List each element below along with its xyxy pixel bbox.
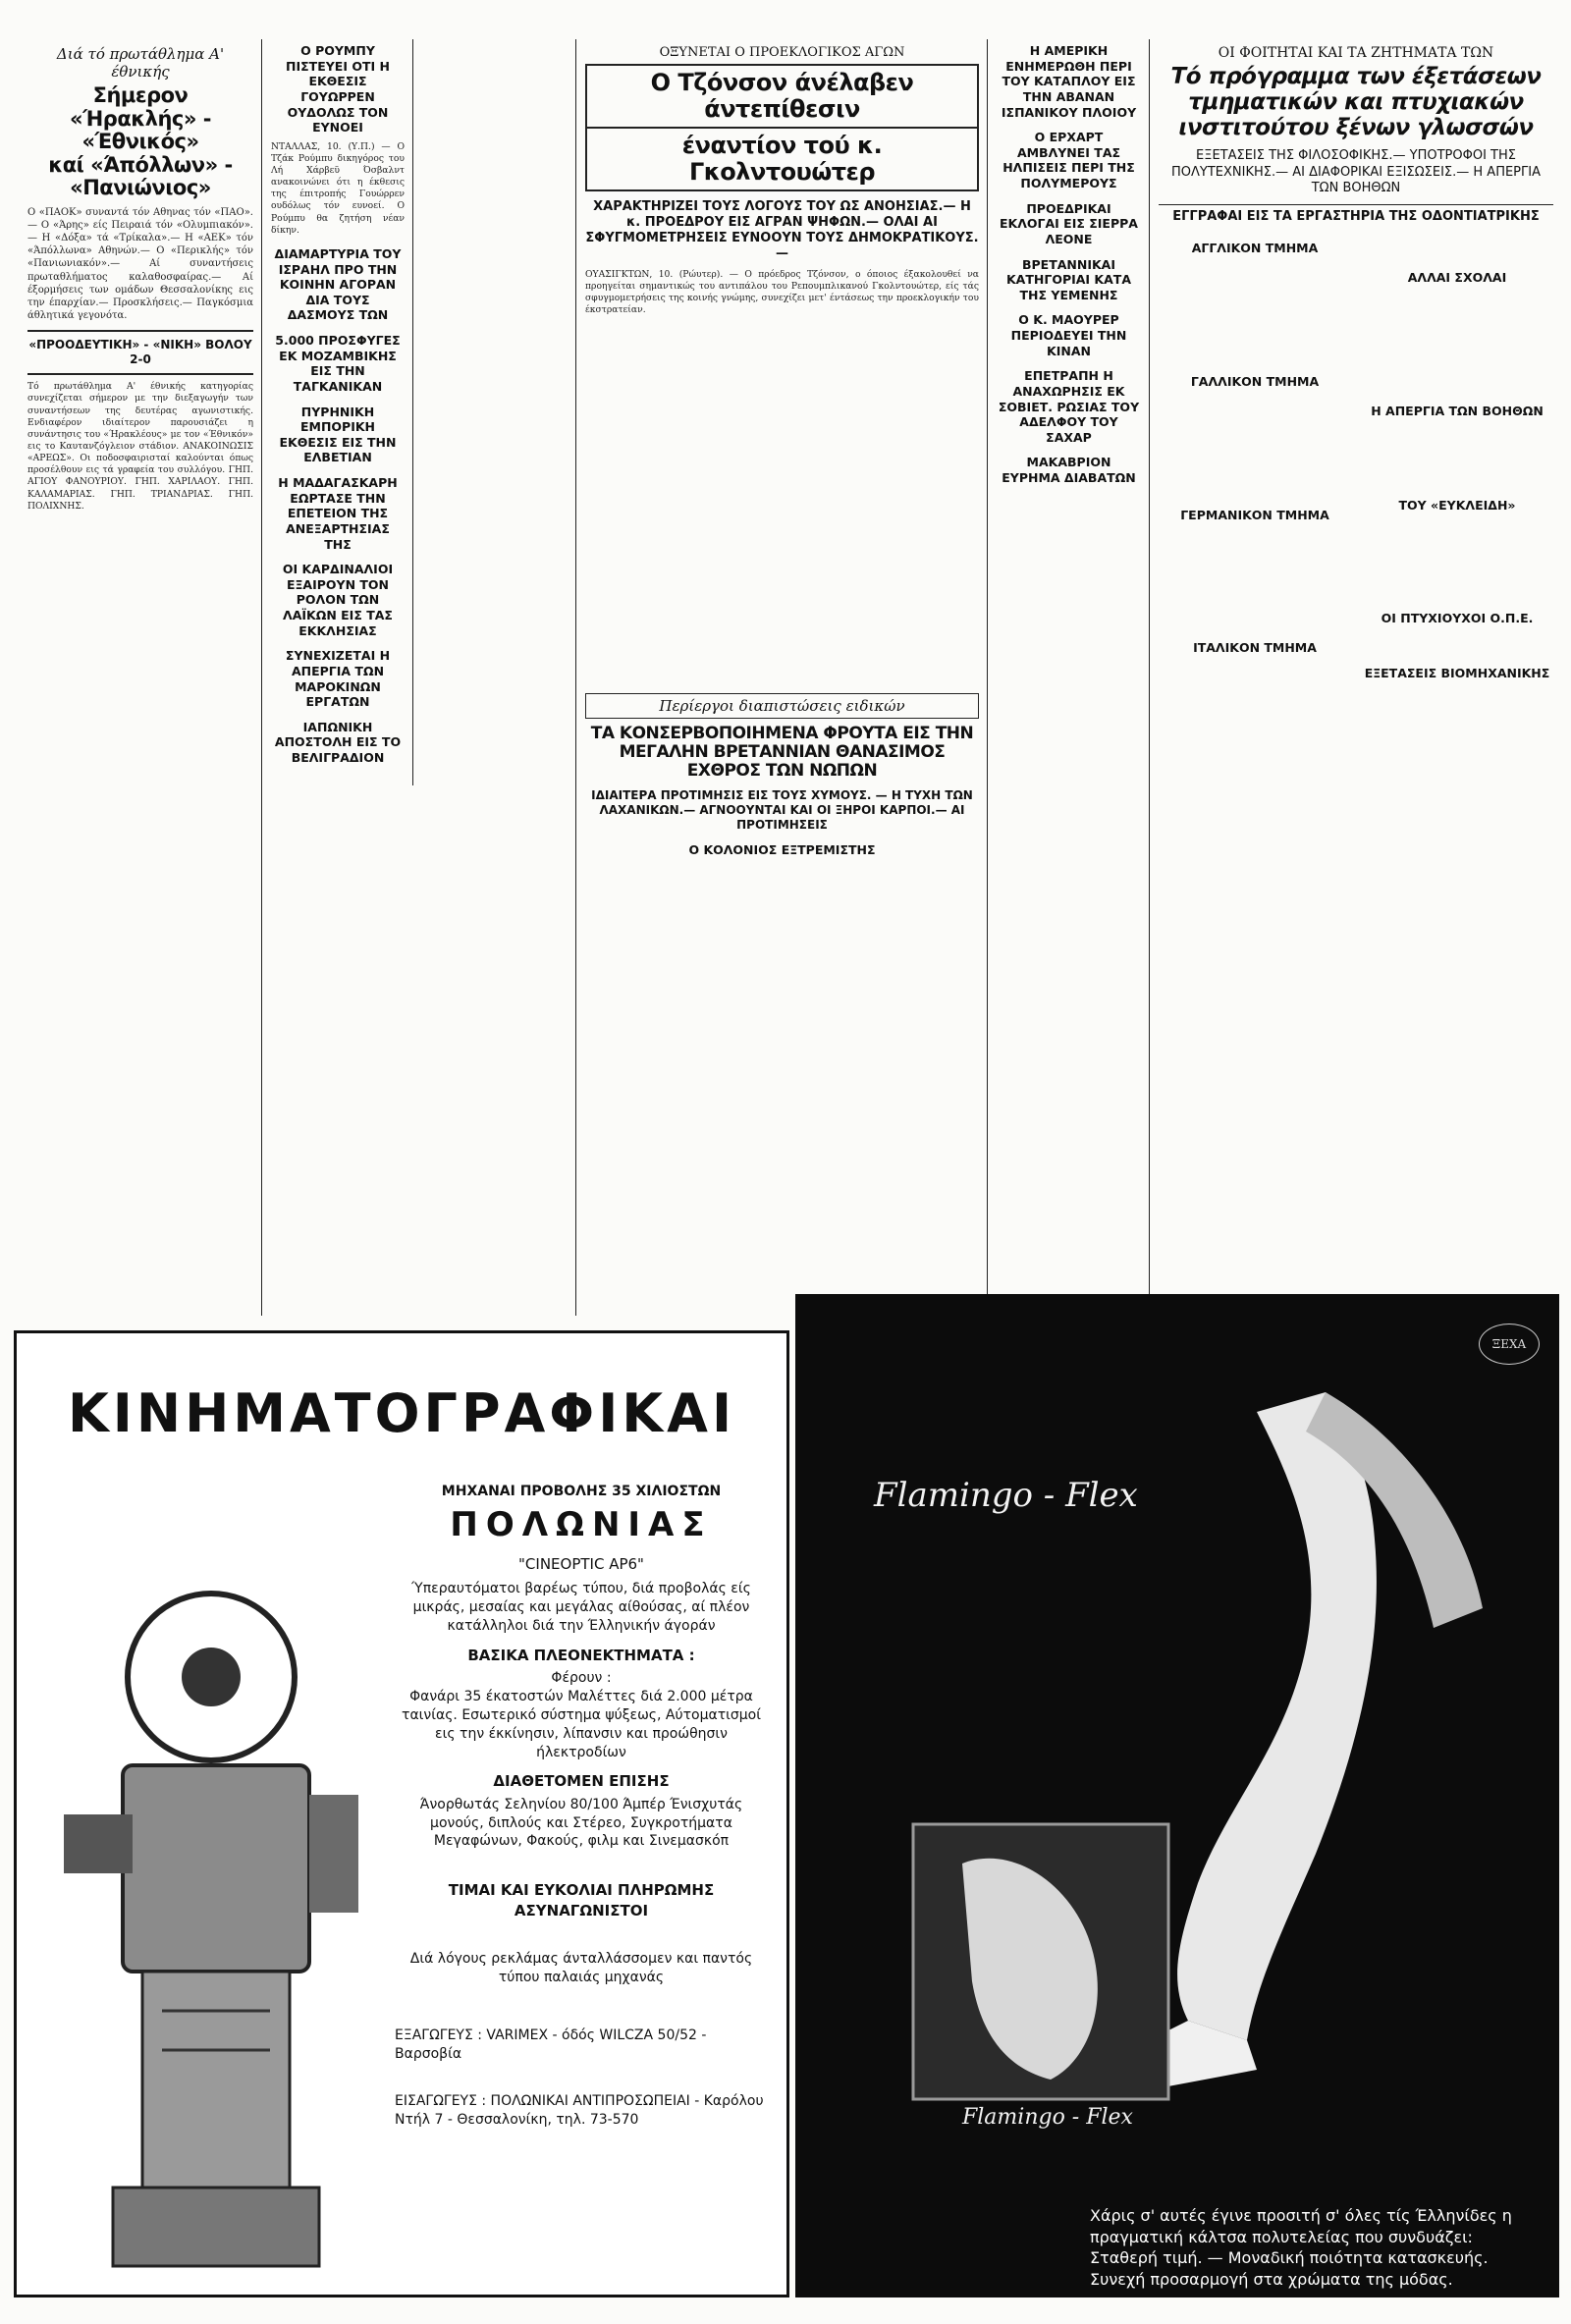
cinema-ad-title: ΚΙΝΗΜΑΤΟΓΡΑΦΙΚΑΙ — [67, 1382, 736, 1444]
section-graduates: ΟΙ ΠΤΥΧΙΟΥΧΟΙ Ο.Π.Ε. — [1381, 611, 1534, 626]
japan-headline: ΙΑΠΩΝΙΚΗ ΑΠΟΣΤΟΛΗ ΕΙΣ ΤΟ ΒΕΛΙΓΡΑΔΙΟΝ — [274, 719, 402, 765]
exams-headline-3: ινστιτούτου ξένων γλωσσών — [1178, 114, 1534, 140]
leg-illustration — [795, 1294, 1559, 2297]
ruby-body: ΝΤΑΛΛΑΣ, 10. (Υ.Π.) — Ο Τζάκ Ρούμπυ δικηγόρος του Λή Χάρβεϋ Όσβαλντ ανακοινώνει ότι η έκθεσις της έπιτροπής Γουώρρεν ουδόλως τόν ευνοεί. Ο Ρούμπυ θα ζητήση νέαν δίκην. — [271, 140, 405, 236]
exams-headline-1: Τό πρόγραμμα των έξετάσεων — [1170, 64, 1542, 89]
cardinals-headline: ΟΙ ΚΑΡΔΙΝΑΛΙΟΙ ΕΞΑΙΡΟΥΝ ΤΟΝ ΡΟΛΟΝ ΤΩΝ ΛΑΪΚΩΝ ΕΙΣ ΤΑΣ ΕΚΚΛΗΣΙΑΣ — [282, 562, 394, 638]
column-rule — [1149, 39, 1150, 1296]
stockings-logo: ΞΕΧΑ — [1479, 1324, 1540, 1365]
sports-headline-2: καί «Άπόλλων» - «Πανιώνιος» — [48, 152, 233, 200]
strike-headline: ΣΥΝΕΧΙΖΕΤΑΙ Η ΑΠΕΡΓΙΑ ΤΩΝ ΜΑΡΟΚΙΝΩΝ ΕΡΓΑΤΩΝ — [285, 648, 391, 710]
havana-headline: Η ΑΜΕΡΙΚΗ ΕΝΗΜΕΡΩΘΗ ΠΕΡΙ ΤΟΥ ΚΑΤΑΠΛΟΥ ΕΙΣ ΤΗΝ ΑΒΑΝΑΝ ΙΣΠΑΝΙΚΟΥ ΠΛΟΙΟΥ — [1001, 43, 1137, 120]
cinema-prices: ΤΙΜΑΙ ΚΑΙ ΕΥΚΟΛΙΑΙ ΠΛΗΡΩΜΗΣ ΑΣΥΝΑΓΩΝΙΣΤΟΙ — [448, 1881, 715, 1919]
israel-headline: ΔΙΑΜΑΡΤΥΡΙΑ ΤΟΥ ΙΣΡΑΗΛ ΠΡΟ ΤΗΝ ΚΟΙΝΗΝ ΑΓΟΡΑΝ ΔΙΑ ΤΟΥΣ ΔΑΣΜΟΥΣ ΤΩΝ — [274, 245, 402, 323]
cinema-importer: ΕΙΣΑΓΩΓΕΥΣ : ΠΟΛΩΝΙΚΑΙ ΑΝΤΙΠΡΟΣΩΠΕΙΑΙ - Καρόλου Ντήλ 7 - Θεσσαλονίκη, τηλ. 73-570 — [395, 2093, 764, 2129]
fruit-story — [577, 687, 987, 1296]
section-industrial-exams: ΕΞΕΤΑΣΕΙΣ ΒΙΟΜΗΧΑΝΙΚΗΣ — [1364, 665, 1550, 680]
election-kicker: ΟΞΥΝΕΤΑΙ Ο ΠΡΟΕΚΛΟΓΙΚΟΣ ΑΓΩΝ — [659, 45, 905, 60]
exams-kicker: ΟΙ ΦΟΙΤΗΤΑΙ ΚΑΙ ΤΑ ΖΗΤΗΜΑΤΑ ΤΩΝ — [1218, 45, 1494, 61]
cinema-advantages-title: ΒΑΣΙΚΑ ΠΛΕΟΝΕΚΤΗΜΑΤΑ : — [467, 1646, 695, 1664]
shah-headline: ΕΠΕΤΡΑΠΗ Η ΑΝΑΧΩΡΗΣΙΣ ΕΚ ΣΟΒΙΕΤ. ΡΩΣΙΑΣ ΤΟΥ ΑΔΕΛΦΟΥ ΤΟΥ ΣΑΧΑΡ — [998, 368, 1140, 445]
stockings-brand-small: Flamingo - Flex — [962, 2105, 1133, 2130]
election-headline-2: έναντίον τού κ. Γκολντουώτερ — [585, 129, 979, 191]
column-rule — [261, 39, 262, 1316]
stockings-copy: Χάρις σ' αυτές έγινε προσιτή σ' όλες τίς Έλληνίδες η πραγματική κάλτσα πολυτελείας που συνδυάζει: Σταθερή τιμή. — Μοναδική ποιότητα κατασκευής. Συνεχή προσαρμογή στα χρώματα της μόδας. — [1090, 2206, 1512, 2289]
sports-headline-1: Σήμερον «Ήρακλής» - «Έθνικός» — [70, 83, 211, 154]
election-headline-1: Ο Τζόνσον άνέλαβεν άντεπίθεσιν — [585, 64, 979, 129]
cinema-feature-1: Φέρουν : — [551, 1669, 612, 1686]
section-eukleidis: ΤΟΥ «ΕΥΚΛΕΙΔΗ» — [1398, 497, 1516, 513]
column-rule — [575, 39, 576, 1316]
madagascar-headline: Η ΜΑΔΑΓΑΣΚΑΡΗ ΕΩΡΤΑΣΕ ΤΗΝ ΕΠΕΤΕΙΟΝ ΤΗΣ ΑΝΕΞΑΡΤΗΣΙΑΣ ΤΗΣ — [278, 475, 398, 552]
fruit-deck: ΙΔΙΑΙΤΕΡΑ ΠΡΟΤΙΜΗΣΙΣ ΕΙΣ ΤΟΥΣ ΧΥΜΟΥΣ. — Η ΤΥΧΗ ΤΩΝ ΛΑΧΑΝΙΚΩΝ.— ΑΓΝΟΟΥΝΤΑΙ ΚΑΙ ΟΙ ΞΗΡΟΙ ΚΑΡΠΟΙ.— ΑΙ ΠΡΟΤΙΜΗΣΕΙΣ — [591, 788, 973, 833]
cinema-also-title: ΔΙΑΘΕΤΟΜΕΝ ΕΠΙΣΗΣ — [493, 1772, 670, 1791]
cinema-model: "CINEOPTIC AP6" — [518, 1554, 644, 1573]
sports-column — [20, 39, 261, 1321]
maurer-headline: Ο Κ. ΜΑΟΥΡΕΡ ΠΕΡΙΟΔΕΥΕΙ ΤΗΝ ΚΙΝΑΝ — [1010, 312, 1127, 358]
exams-headline-2: τμηματικών και πτυχιακών — [1188, 88, 1524, 115]
exams-deck-2: ΕΓΓΡΑΦΑΙ ΕΙΣ ΤΑ ΕΡΓΑΣΤΗΡΙΑ ΤΗΣ ΟΔΟΝΤΙΑΤΡΙΚΗΣ — [1159, 204, 1553, 225]
cinema-note: Διά λόγους ρεκλάμας άνταλλάσσομεν και παντός τύπου παλαιάς μηχανάς — [409, 1950, 753, 1985]
section-german: ΓΕΡΜΑΝΙΚΟΝ ΤΜΗΜΑ — [1180, 507, 1329, 522]
macabre-headline: ΜΑΚΑΒΡΙΟΝ ΕΥΡΗΜΑ ΔΙΑΒΑΤΩΝ — [1002, 455, 1136, 485]
refugees-headline: 5.000 ΠΡΟΣΦΥΓΕΣ ΕΚ ΜΟΖΑΜΒΙΚΗΣ ΕΙΣ ΤΗΝ ΤΑΓΚΑΝΙΚΑΝ — [275, 333, 401, 394]
section-other-schools: ΑΛΛΑΙ ΣΧΟΛΑΙ — [1407, 270, 1507, 286]
fruit-kicker: Περίεργοι διαπιστώσεις ειδικών — [585, 693, 979, 719]
section-english: ΑΓΓΛΙΚΟΝ ΤΜΗΜΑ — [1191, 241, 1319, 256]
fruit-headline: ΤΑ ΚΟΝΣΕΡΒΟΠΟΙΗΜΕΝΑ ΦΡΟΥΤΑ ΕΙΣ ΤΗΝ ΜΕΓΑΛΗΝ ΒΡΕΤΑΝΝΙΑΝ ΘΑΝΑΣΙΜΟΣ ΕΧΘΡΟΣ ΤΩΝ ΝΩΠΩΝ — [590, 724, 974, 782]
sports-lead: Ο «ΠΑΟΚ» συναντά τόν Αθηνας τόν «ΠΑΟ».— Ο «Άρης» είς Πειραιά τόν «Ολυμπιακόν».— Η «Δόξα» τά «Τρίκαλα».— Η «ΑΕΚ» τόν «Άπόλλωνα» Αθηνών.— Ο «Περικλής» τόν «Πανιωνιακόν».— Αί συναντήσεις πρωταθλήματος καλαθοσφαίρας.— Αί έξορμήσεις των ομάδων Θεσσαλονίκης εις την έπαρχίαν.— Προσκλήσεις.— Παγκόσμια άθλητικά γεγονότα. — [27, 206, 253, 322]
erhard-headline: Ο ΕΡΧΑΡΤ ΑΜΒΛΥΝΕΙ ΤΑΣ ΗΛΠΙΣΕΙΣ ΠΕΡΙ ΤΗΣ ΠΟΛΥΜΕΡΟΥΣ — [1002, 130, 1135, 190]
section-french: ΓΑΛΛΙΚΟΝ ΤΜΗΜΑ — [1190, 373, 1320, 389]
news-column-3 — [577, 39, 987, 530]
cinema-line1: ΜΗΧΑΝΑΙ ΠΡΟΒΟΛΗΣ 35 ΧΙΛΙΟΣΤΩΝ — [441, 1484, 722, 1499]
yemen-headline: ΒΡΕΤΑΝΝΙΚΑΙ ΚΑΤΗΓΟΡΙΑΙ ΚΑΤΑ ΤΗΣ ΥΕΜΕΝΗΣ — [1006, 256, 1131, 302]
cinema-desc: Ύπεραυτόματοι βαρέως τύπου, διά προβολάς είς μικράς, μεσαίας και μεγάλας αίθούσας, αί πλέον κατάλληλοι διά την Έλληνικήν άγοράν — [411, 1581, 751, 1634]
column-rule — [987, 39, 988, 1296]
section-assistants-strike: Η ΑΠΕΡΓΙΑ ΤΩΝ ΒΟΗΘΩΝ — [1371, 403, 1544, 418]
exams-deck: ΕΞΕΤΑΣΕΙΣ ΤΗΣ ΦΙΛΟΣΟΦΙΚΗΣ.— ΥΠΟΤΡΟΦΟΙ ΤΗΣ ΠΟΛΥΤΕΧΝΙΚΗΣ.— ΑΙ ΔΙΑΦΟΡΙΚΑΙ ΕΞΙΣΩΣΕΙΣ.— Η ΑΠΕΡΓΙΑ ΤΩΝ ΒΟΗΘΩΝ — [1171, 148, 1541, 195]
news-column-2 — [263, 39, 412, 1321]
cinema-exporter: ΕΞΑΓΩΓΕΥΣ : VARIMEX - όδός WILCZA 50/52 - Βαρσοβία — [395, 2027, 707, 2062]
sports-kicker: Διά τό πρωτάθλημα Α' έθνικής — [56, 45, 225, 81]
cinema-projector-ad — [14, 1330, 789, 2297]
cinema-brand: ΠΟΛΩΝΙΑΣ — [450, 1504, 713, 1544]
news-column-4 — [989, 39, 1149, 1296]
election-deck: ΧΑΡΑΚΤΗΡΙΖΕΙ ΤΟΥΣ ΛΟΓΟΥΣ ΤΟΥ ΩΣ ΑΝΟΗΣΙΑΣ.— Η κ. ΠΡΟΕΔΡΟΥ ΕΙΣ ΑΓΡΑΝ ΨΗΦΩΝ.— ΟΛΑΙ ΑΙ ΣΦΥΓΜΟΜΕΤΡΗΣΕΙΣ ΕΥΝΟΟΥΝ ΤΟΥΣ ΔΗΜΟΚΡΑΤΙΚΟΥΣ.— — [585, 198, 979, 262]
stockings-ad — [795, 1294, 1559, 2297]
column-rule — [412, 39, 413, 785]
expo-headline: ΠΥΡΗΝΙΚΗ ΕΜΠΟΡΙΚΗ ΕΚΘΕΣΙΣ ΕΙΣ ΤΗΝ ΕΛΒΕΤΙΑΝ — [279, 404, 397, 465]
election-body: ΟΥΑΣΙΓΚΤΩΝ, 10. (Ρώυτερ). — Ο πρόεδρος Τζόνσον, ο όποιος έξακολουθεί να προηγείται σημαντικώς του αντιπάλου του Ρεπουμπλικανού Γκολντουώτερ, είς τάς σφυγμομετρήσεις της κοινής γνώμης, συνεχίζει μετ' έντάσεως την προεκλογικήν του έκστρατείαν. — [585, 268, 979, 315]
sierra-leone-headline: ΠΡΟΕΔΡΙΚΑΙ ΕΚΛΟΓΑΙ ΕΙΣ ΣΙΕΡΡΑ ΛΕΟΝΕ — [1000, 200, 1138, 246]
exams-column — [1151, 39, 1561, 1296]
stockings-brand-large: Flamingo - Flex — [874, 1476, 1138, 1515]
projector-illustration — [25, 1579, 398, 2286]
sports-headline-3: «ΠΡΟΟΔΕΥΤΙΚΗ» - «ΝΙΚΗ» ΒΟΛΟΥ 2-0 — [28, 338, 252, 367]
section-italian: ΙΤΑΛΙΚΟΝ ΤΜΗΜΑ — [1193, 640, 1317, 656]
cinema-feature-3: Άνορθωτάς Σεληνίου 80/100 Άμπέρ Ένισχυτάς μονούς, διπλούς και Στέρεο, Συγκροτήματα Μεγαφώνων, Φακούς, φιλμ και Σινεμασκόπ — [419, 1796, 743, 1850]
ruby-headline: Ο ΡΟΥΜΠΥ ΠΙΣΤΕΥΕΙ ΟΤΙ Η ΕΚΘΕΣΙΣ ΓΟΥΩΡΡΕΝ ΟΥΔΟΛΩΣ ΤΟΝ ΕΥΝΟΕΙ — [286, 43, 390, 135]
cinema-feature-2: Φανάρι 35 έκατοστών Μαλέττες διά 2.000 μέτρα ταινίας. Εσωτερικό σύστημα ψύξεως, Αύτοματισμοί εις την έκκίνησιν, λίπανσιν και προώθησιν ήλεκτροδίων — [402, 1688, 761, 1760]
colonial-headline: Ο ΚΟΛΟΝΙΟΣ ΕΞΤΡΕΜΙΣΤΗΣ — [688, 842, 876, 858]
sports-body: Τό πρωτάθλημα Α' έθνικής κατηγορίας συνεχίζεται σήμερον με την διεξαγωγήν των συναντήσεων της δευτέρας αγωνιστικής. Ενδιαφέρον ιδιαίτερον παρουσιάζει η συνάντησις του «Ήρακλέους» με τον «Έθνικόν» εις το Καυτανζόγλειον στάδιον. ΑΝΑΚΟΙΝΩΣΙΣ «ΑΡΕΩΣ». Οι ποδοσφαιρισταί καλούνται όπως προσέλθουν εις τά γραφεία του συλλόγου. ΓΗΠ. ΑΓΙΟΥ ΦΑΝΟΥΡΙΟΥ. ΓΗΠ. ΧΑΡΙΛΑΟΥ. ΓΗΠ. ΚΑΛΑΜΑΡΙΑΣ. ΓΗΠ. ΤΡΙΑΝΔΡΙΑΣ. ΓΗΠ. ΠΟΛΙΧΝΗΣ. — [27, 381, 253, 512]
